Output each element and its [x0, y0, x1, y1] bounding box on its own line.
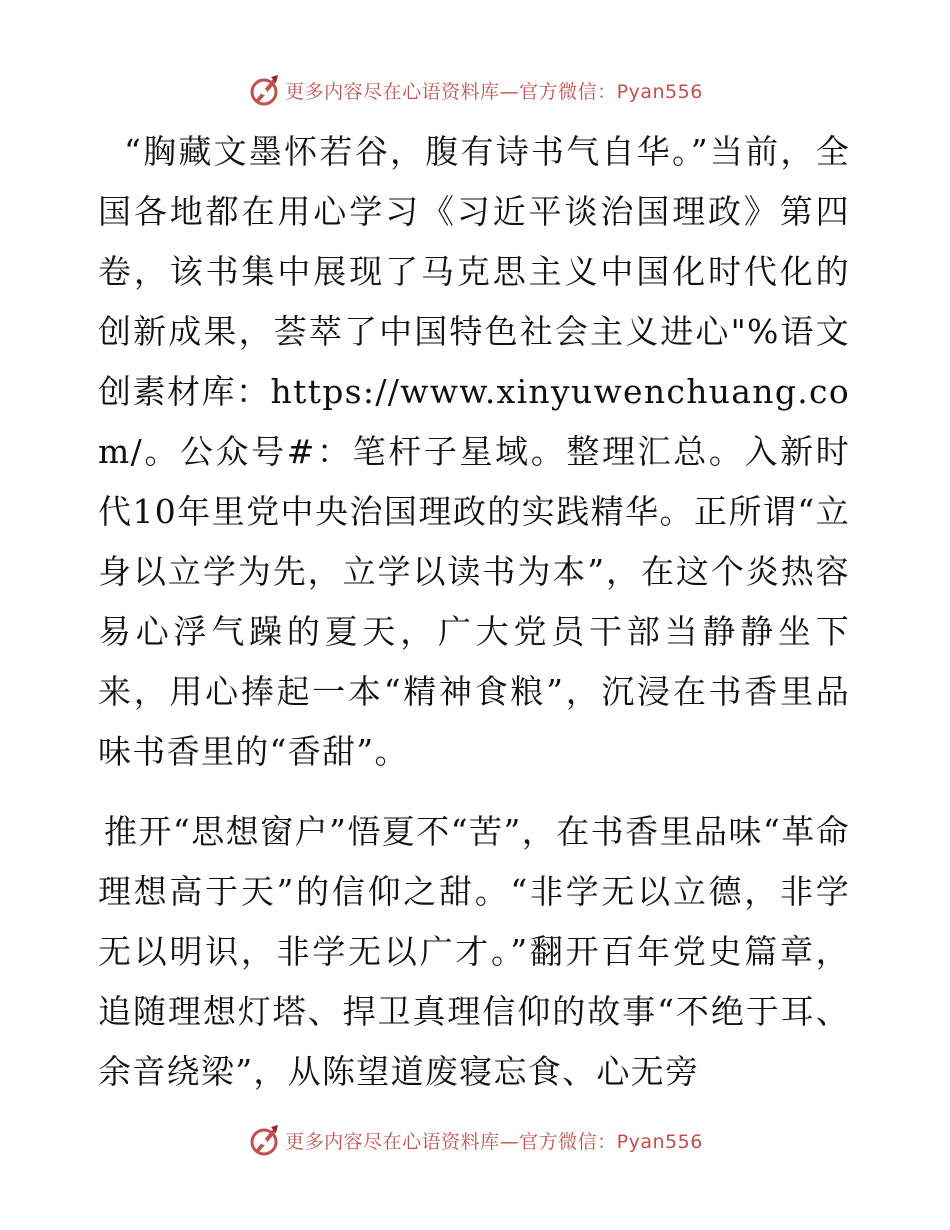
article-paragraph-2: 推开“思想窗户”悟夏不“苦”，在书香里品味“革命理想高于天”的信仰之甜。“非学无以立德，非学无以明识，非学无以广才。”翻开百年党史篇章，追随理想灯塔、捍卫真理信仰的故事“不绝于耳、余音绕梁”，从陈望道废寝忘食、心无旁: [98, 812, 850, 1091]
article-body: [98, 122, 850, 1102]
header-banner-text: 更多内容尽在心语资料库—官方微信：Pyan556: [285, 80, 703, 103]
quill-pen-icon: [247, 1123, 281, 1157]
header-banner: [0, 70, 950, 110]
quill-pen-icon: [247, 73, 281, 107]
footer-banner-text: 更多内容尽在心语资料库—官方微信：Pyan556: [285, 1130, 703, 1153]
article-paragraph-1: “胸藏文墨怀若谷，腹有诗书气自华。”当前，全国各地都在用心学习《习近平谈治国理政》第四卷，该书集中展现了马克思主义中国化时代化的创新成果，荟萃了中国特色社会主义进心"%语文创素材库：https://www.xinyuwenchuang.com/。公众号#：笔杆子星域。整理汇总。入新时代10年里党中央治国理政的实践精华。正所谓“立身以立学为先，立学以读书为本”，在这个炎热容易心浮气躁的夏天，广大党员干部当静静坐下来，用心捧起一本“精神食粮”，沉浸在书香里品味书香里的“香甜”。: [98, 132, 850, 771]
footer-banner: [0, 1120, 950, 1160]
